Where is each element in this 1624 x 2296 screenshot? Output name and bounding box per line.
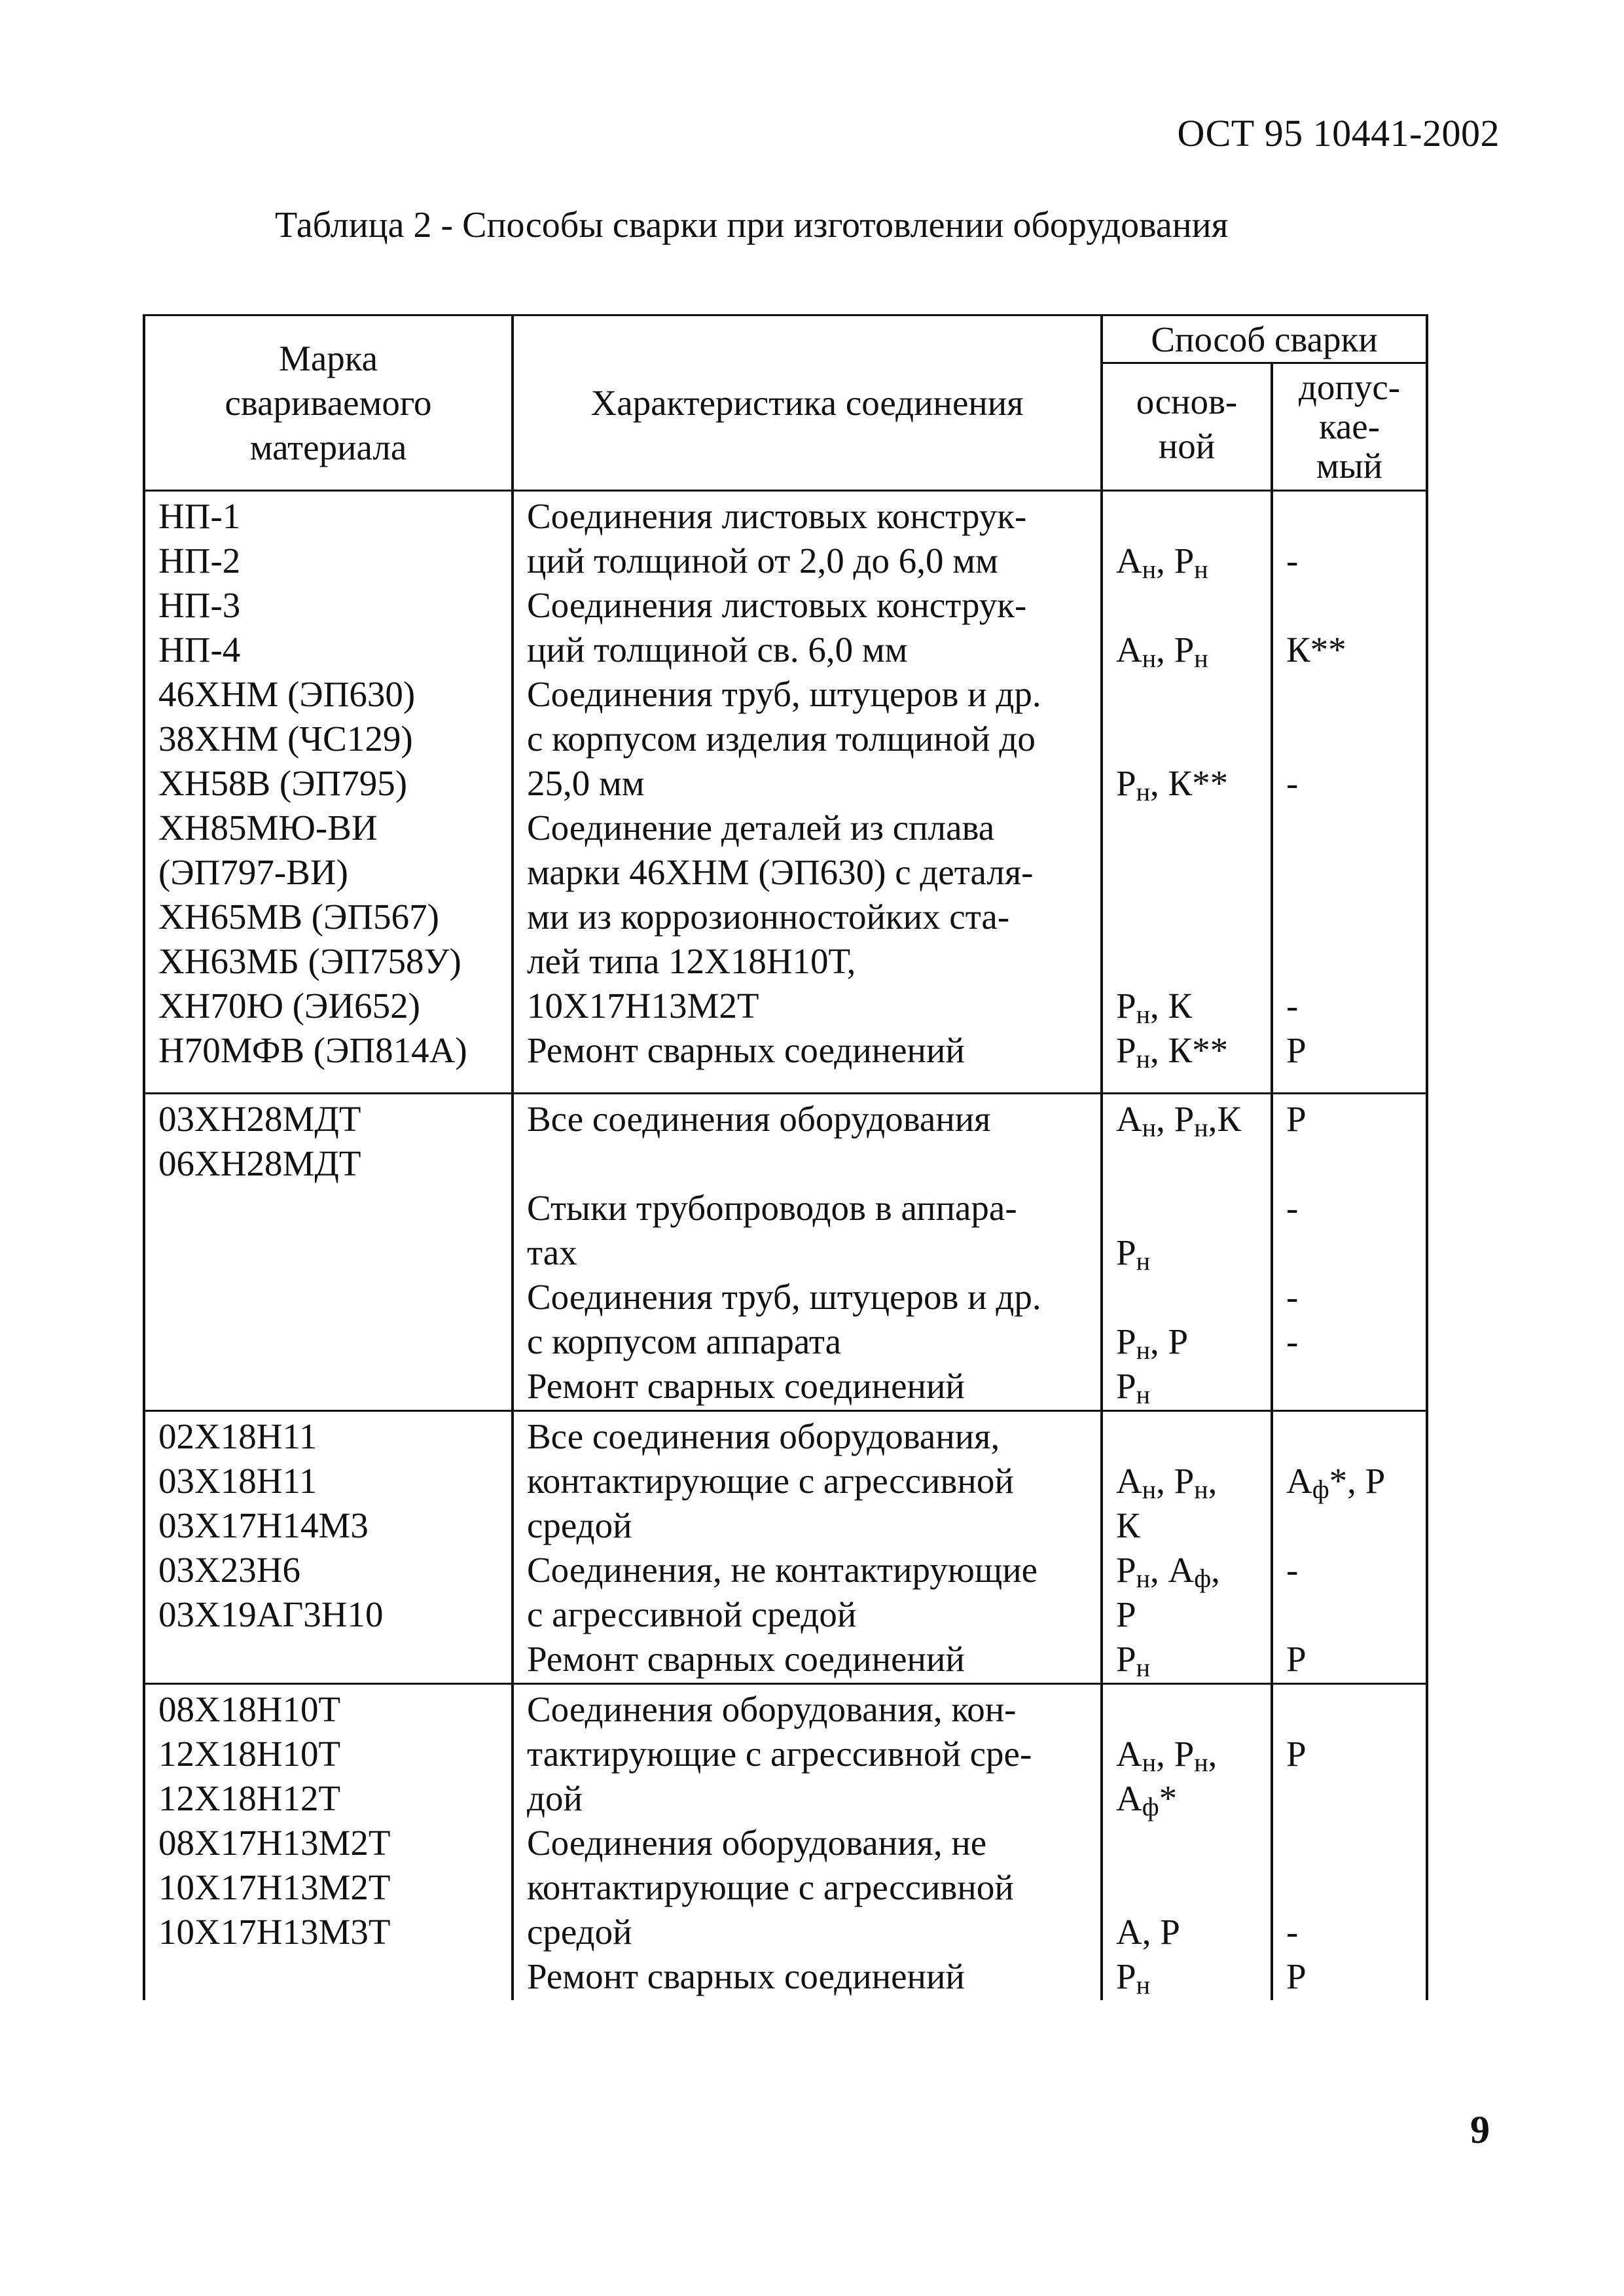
welding-method-value [1116, 850, 1261, 895]
joint-characteristic: Соединения оборудования, не [527, 1823, 987, 1863]
welding-method-value: А, Р [1116, 1912, 1180, 1952]
material-grade: ХН85МЮ-ВИ [158, 808, 378, 848]
materials-cell [144, 1684, 513, 2001]
row-spacer [527, 1073, 1091, 1091]
header-main-line: основ- [1136, 382, 1238, 422]
welding-method-value [1116, 1414, 1261, 1459]
joint-characteristic: Соединения труб, штуцеров и др. [527, 1277, 1041, 1317]
allowed-method-cell [1272, 1094, 1427, 1411]
material-grade: НП-3 [158, 585, 241, 625]
welding-method-value: К** [1286, 630, 1346, 670]
welding-method-value: - [1286, 1277, 1299, 1317]
welding-method-value: $Р_н$ [1116, 1639, 1150, 1682]
header-method-group: Способ сварки [1102, 315, 1427, 363]
joint-characteristic: Соединения оборудования, кон- [527, 1689, 1017, 1729]
material-grade [158, 1230, 502, 1275]
main-method-cell [1102, 1094, 1272, 1411]
material-grade [158, 1954, 502, 1999]
joint-characteristic: марки 46ХНМ (ЭП630) с деталя- [527, 852, 1034, 892]
welding-method-value [1286, 1821, 1416, 1865]
welding-method-value: К [1116, 1505, 1140, 1545]
welding-method-value [1286, 1687, 1416, 1732]
material-grade: 38ХНМ (ЧС129) [158, 719, 413, 759]
material-grade: НП-4 [158, 630, 241, 670]
joint-characteristic: 25,0 мм [527, 763, 645, 803]
welding-method-value: $А_ф*$ [1116, 1778, 1178, 1821]
welding-method-value [1286, 850, 1416, 895]
materials-cell [144, 491, 513, 1094]
welding-method-value [1286, 1776, 1416, 1821]
welding-method-value [1286, 1414, 1416, 1459]
welding-method-value [1116, 806, 1261, 850]
welding-method-value [1286, 672, 1416, 717]
material-grade: 03ХН28МДТ [158, 1099, 361, 1139]
joint-characteristic: Соединения листовых конструк- [527, 585, 1027, 625]
welding-method-value: Р [1116, 1594, 1136, 1634]
characteristics-cell [513, 1094, 1102, 1411]
joint-characteristic: Ремонт сварных соединений [527, 1956, 965, 1996]
material-grade: 08Х17Н13М2Т [158, 1823, 391, 1863]
material-grade [158, 1637, 502, 1681]
joint-characteristic: ций толщиной от 2,0 до 6,0 мм [527, 541, 998, 581]
joint-characteristic: Соединения труб, штуцеров и др. [527, 674, 1041, 714]
welding-method-value: - [1286, 763, 1299, 803]
material-grade: 12Х18Н12Т [158, 1778, 341, 1818]
welding-methods-table [143, 314, 1428, 2000]
header-material [144, 315, 513, 491]
material-grade [158, 1275, 502, 1319]
row-spacer [1286, 1073, 1416, 1091]
material-grade: 02Х18Н11 [158, 1416, 317, 1456]
welding-method-value [1116, 583, 1261, 628]
characteristics-cell [513, 491, 1102, 1094]
page-number: 9 [1470, 2108, 1490, 2151]
joint-characteristic: Все соединения оборудования, [527, 1416, 1000, 1456]
welding-method-value [1116, 1687, 1261, 1732]
welding-method-value: $Р_н$, Р [1116, 1321, 1189, 1365]
header-main-line: ной [1158, 426, 1216, 466]
joint-characteristic: Все соединения оборудования [527, 1099, 991, 1139]
main-method-cell [1102, 491, 1272, 1094]
row-spacer [1116, 1073, 1261, 1091]
welding-method-value: $А_ф*$, Р [1286, 1461, 1386, 1504]
material-grade: ХН70Ю (ЭИ652) [158, 986, 420, 1026]
welding-method-value [1116, 1865, 1261, 1910]
welding-method-value [1116, 1141, 1261, 1186]
welding-method-value: Р [1286, 1639, 1307, 1679]
allowed-method-cell [1272, 491, 1427, 1094]
welding-method-value [1116, 1275, 1261, 1319]
header-material-line: Марка [278, 338, 378, 378]
material-grade: 10Х17Н13М2Т [158, 1867, 391, 1907]
welding-method-value [1286, 717, 1416, 761]
joint-characteristic: тах [527, 1232, 577, 1272]
materials-cell [144, 1094, 513, 1411]
joint-characteristic: лей типа 12Х18Н10Т, [527, 941, 856, 981]
characteristics-cell [513, 1684, 1102, 2001]
group-row [144, 1684, 1427, 2001]
joint-characteristic: дой [527, 1778, 583, 1818]
welding-method-value [1116, 895, 1261, 939]
row-spacer [158, 1073, 502, 1091]
table-header-row [144, 315, 1427, 363]
welding-method-value: - [1286, 1321, 1299, 1361]
welding-method-value: Р [1286, 1099, 1307, 1139]
main-method-cell [1102, 1684, 1272, 2001]
materials-cell [144, 1411, 513, 1684]
welding-method-value: $Р_н$ [1116, 1956, 1150, 2000]
welding-method-value: $Р_н$, $А_ф$, [1116, 1550, 1220, 1593]
material-grade: ХН63МБ (ЭП758У) [158, 941, 461, 981]
welding-method-value [1286, 1503, 1416, 1548]
welding-method-value [1116, 672, 1261, 717]
allowed-method-cell [1272, 1411, 1427, 1684]
header-allowed-line: кае- [1318, 406, 1380, 446]
document-code: ОСТ 95 10441-2002 [1177, 112, 1500, 154]
joint-characteristic: тактирующие с агрессивной сре- [527, 1734, 1032, 1774]
welding-method-value [1116, 717, 1261, 761]
welding-method-value [1116, 939, 1261, 984]
material-grade: 03Х17Н14М3 [158, 1505, 369, 1545]
welding-method-value [1286, 1230, 1416, 1275]
welding-method-value [1286, 583, 1416, 628]
table-caption: Таблица 2 - Способы сварки при изготовлении оборудования [275, 205, 1229, 245]
allowed-method-cell [1272, 1684, 1427, 2001]
characteristics-cell [513, 1411, 1102, 1684]
group-row [144, 491, 1427, 1094]
material-grade: 12Х18Н10Т [158, 1734, 341, 1774]
welding-method-value: - [1286, 1188, 1299, 1228]
welding-method-value [1286, 895, 1416, 939]
welding-method-value: Р [1286, 1956, 1307, 1996]
material-grade: 46ХНМ (ЭП630) [158, 674, 416, 714]
material-grade: 03Х23Н6 [158, 1550, 300, 1590]
header-characteristic: Характеристика соединения [513, 315, 1102, 491]
welding-method-value: - [1286, 1912, 1299, 1952]
material-grade: НП-1 [158, 496, 241, 536]
header-main [1102, 363, 1272, 491]
welding-method-value: $А_н$, $Р_н$ [1116, 630, 1208, 673]
material-grade: ХН65МВ (ЭП567) [158, 897, 439, 937]
welding-method-value: $Р_н$, К** [1116, 763, 1229, 806]
welding-method-value: Р [1286, 1030, 1307, 1070]
welding-method-value [1286, 1141, 1416, 1186]
group-row [144, 1094, 1427, 1411]
material-grade: 06ХН28МДТ [158, 1143, 361, 1183]
welding-method-value: - [1286, 541, 1299, 581]
joint-characteristic: Ремонт сварных соединений [527, 1030, 965, 1070]
joint-characteristic: контактирующие с агрессивной [527, 1461, 1014, 1501]
header-allowed [1272, 363, 1427, 491]
welding-method-value [1286, 1364, 1416, 1408]
joint-characteristic: средой [527, 1505, 632, 1545]
welding-method-value [1116, 1186, 1261, 1230]
welding-method-value: $Р_н$, К [1116, 986, 1193, 1029]
header-allowed-line: мый [1316, 446, 1383, 486]
material-grade: ХН58В (ЭП795) [158, 763, 408, 803]
joint-characteristic: ми из коррозионностойких ста- [527, 897, 1010, 937]
welding-method-value: $А_н$, $Р_н$, [1116, 1461, 1218, 1504]
joint-characteristic: Стыки трубопроводов в аппара- [527, 1188, 1017, 1228]
joint-characteristic: с корпусом изделия толщиной до [527, 719, 1036, 759]
material-grade: (ЭП797-ВИ) [158, 852, 348, 892]
welding-method-value: $Р_н$ [1116, 1232, 1150, 1276]
material-grade [158, 1364, 502, 1408]
header-material-line: материала [249, 427, 407, 467]
material-grade: 08Х18Н10Т [158, 1689, 341, 1729]
welding-method-value: $Р_н$ [1116, 1366, 1150, 1409]
welding-method-value [1286, 1592, 1416, 1637]
joint-characteristic: средой [527, 1912, 632, 1952]
joint-characteristic: контактирующие с агрессивной [527, 1867, 1014, 1907]
welding-method-value [1116, 494, 1261, 539]
material-grade: НП-2 [158, 541, 241, 581]
welding-method-value [1286, 1865, 1416, 1910]
joint-characteristic: Соединения листовых конструк- [527, 496, 1027, 536]
joint-characteristic: Ремонт сварных соединений [527, 1366, 965, 1406]
material-grade: 03Х18Н11 [158, 1461, 317, 1501]
material-grade: 03Х19АГ3Н10 [158, 1594, 384, 1634]
header-material-line: свариваемого [225, 382, 432, 423]
welding-method-value [1286, 494, 1416, 539]
main-method-cell [1102, 1411, 1272, 1684]
joint-characteristic: с агрессивной средой [527, 1594, 857, 1634]
material-grade: 10Х17Н13М3Т [158, 1912, 391, 1952]
joint-characteristic: Соединение деталей из сплава [527, 808, 995, 848]
joint-characteristic: ций толщиной св. 6,0 мм [527, 630, 908, 670]
joint-characteristic: Соединения, не контактирующие [527, 1550, 1038, 1590]
material-grade [158, 1186, 502, 1230]
welding-method-value [1286, 939, 1416, 984]
welding-method-value: $Р_н$, К** [1116, 1030, 1229, 1073]
group-row [144, 1411, 1427, 1684]
welding-method-value: $А_н$, $Р_н,К$ [1116, 1099, 1242, 1142]
material-grade [158, 1319, 502, 1364]
joint-characteristic: 10Х17Н13М2Т [527, 986, 759, 1026]
joint-characteristic: Ремонт сварных соединений [527, 1639, 965, 1679]
welding-method-value: $А_н$, $Р_н$, [1116, 1734, 1218, 1777]
welding-method-value [1116, 1821, 1261, 1865]
joint-characteristic [527, 1141, 1091, 1186]
welding-method-value [1286, 806, 1416, 850]
header-allowed-line: допус- [1298, 367, 1401, 407]
welding-method-value: - [1286, 1550, 1299, 1590]
welding-method-value: Р [1286, 1734, 1307, 1774]
joint-characteristic: с корпусом аппарата [527, 1321, 842, 1361]
welding-method-value: - [1286, 986, 1299, 1026]
material-grade: Н70МФВ (ЭП814А) [158, 1030, 467, 1070]
welding-method-value: $А_н$, $Р_н$ [1116, 541, 1208, 584]
